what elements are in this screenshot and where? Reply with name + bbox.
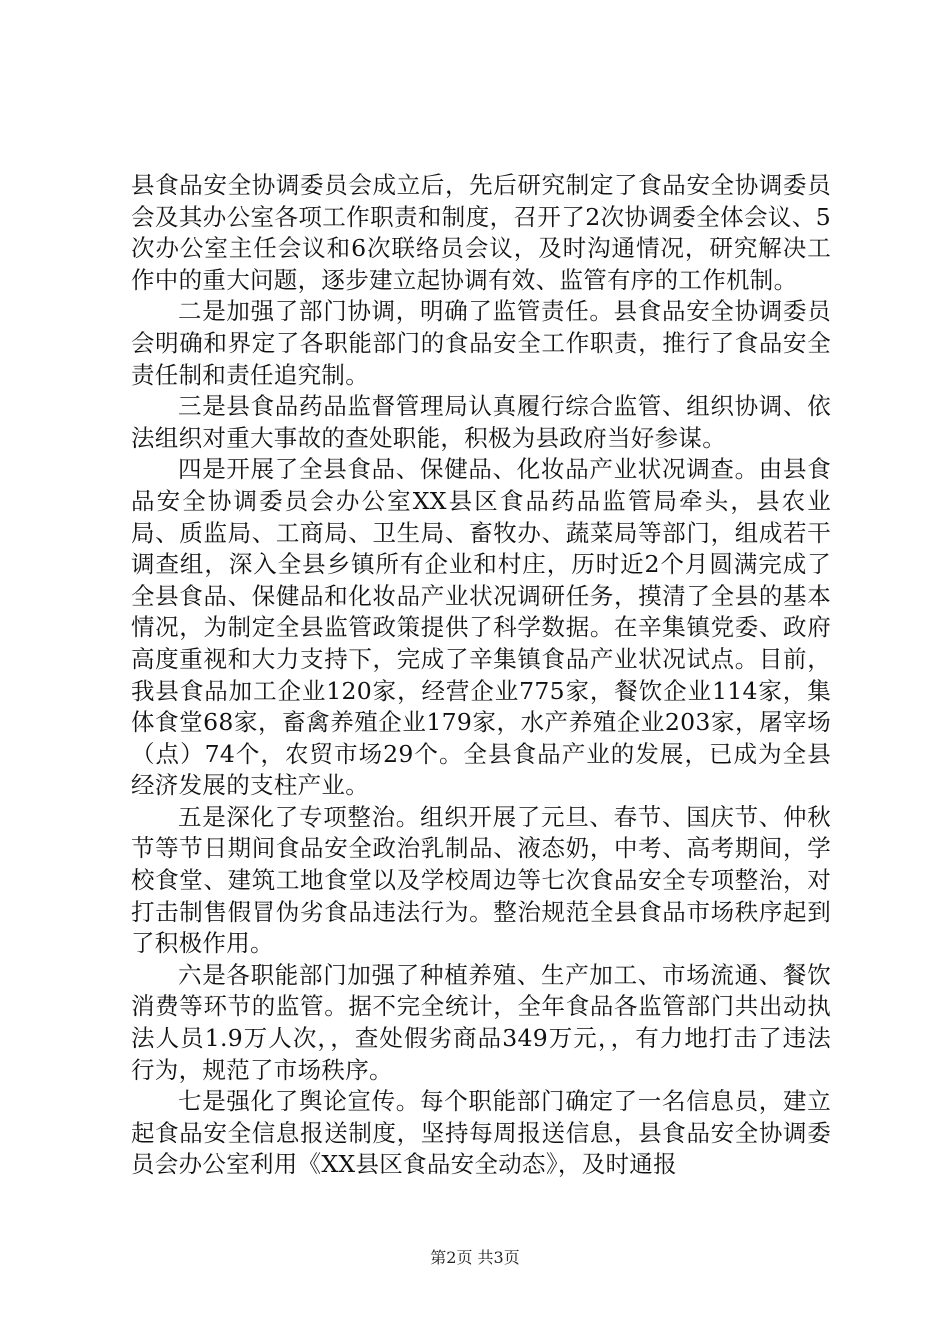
paragraph-1: 县食品安全协调委员会成立后，先后研究制定了食品安全协调委员会及其办公室各项工作职责和制度，召开了2次协调委全体会议、5次办公室主任会议和6次联络员会议，及时沟通情况，研究解决工作中的重大问题，逐步建立起协调有效、监管有序的工作机制。 [131, 171, 831, 294]
paragraph-4: 四是开展了全县食品、保健品、化妆品产业状况调查。由县食品安全协调委员会办公室XX县区食品药品监管局牵头，县农业局、质监局、工商局、卫生局、畜牧办、蔬菜局等部门，组成若干调查组，深入全县乡镇所有企业和村庄，历时近2个月圆满完成了全县食品、保健品和化妆品产业状况调研任务，摸清了全县的基本情况，为制定全县监管政策提供了科学数据。在辛集镇党委、政府高度重视和大力支持下，完成了辛集镇食品产业状况试点。目前，我县食品加工企业120家，经营企业775家，餐饮企业114家，集体食堂68家，畜禽养殖企业179家，水产养殖企业203家，屠宰场（点）74个，农贸市场29个。全县食品产业的发展，已成为全县经济发展的支柱产业。 [131, 455, 831, 800]
paragraph-6: 六是各职能部门加强了种植养殖、生产加工、市场流通、餐饮消费等环节的监管。据不完全统计，全年食品各监管部门共出动执法人员1.9万人次，，查处假劣商品349万元，，有力地打击了违法行为，规范了市场秩序。 [131, 960, 831, 1084]
paragraph-7: 七是强化了舆论宣传。每个职能部门确定了一名信息员，建立起食品安全信息报送制度，坚持每周报送信息，县食品安全协调委员会办公室利用《XX县区食品安全动态》，及时通报 [131, 1087, 831, 1179]
paragraph-2: 二是加强了部门协调，明确了监管责任。县食品安全协调委员会明确和界定了各职能部门的食品安全工作职责，推行了食品安全责任制和责任追究制。 [131, 297, 831, 389]
document-body [131, 170, 831, 1181]
page-number: 第2页 共3页 [430, 1248, 520, 1267]
page-footer [0, 1245, 950, 1268]
paragraph-5: 五是深化了专项整治。组织开展了元旦、春节、国庆节、仲秋节等节日期间食品安全政治乳制品、液态奶，中考、高考期间，学校食堂、建筑工地食堂以及学校周边等七次食品安全专项整治，对打击制售假冒伪劣食品违法行为。整治规范全县食品市场秩序起到了积极作用。 [131, 802, 831, 958]
paragraph-3: 三是县食品药品监督管理局认真履行综合监管、组织协调、依法组织对重大事故的查处职能，积极为县政府当好参谋。 [131, 392, 831, 452]
